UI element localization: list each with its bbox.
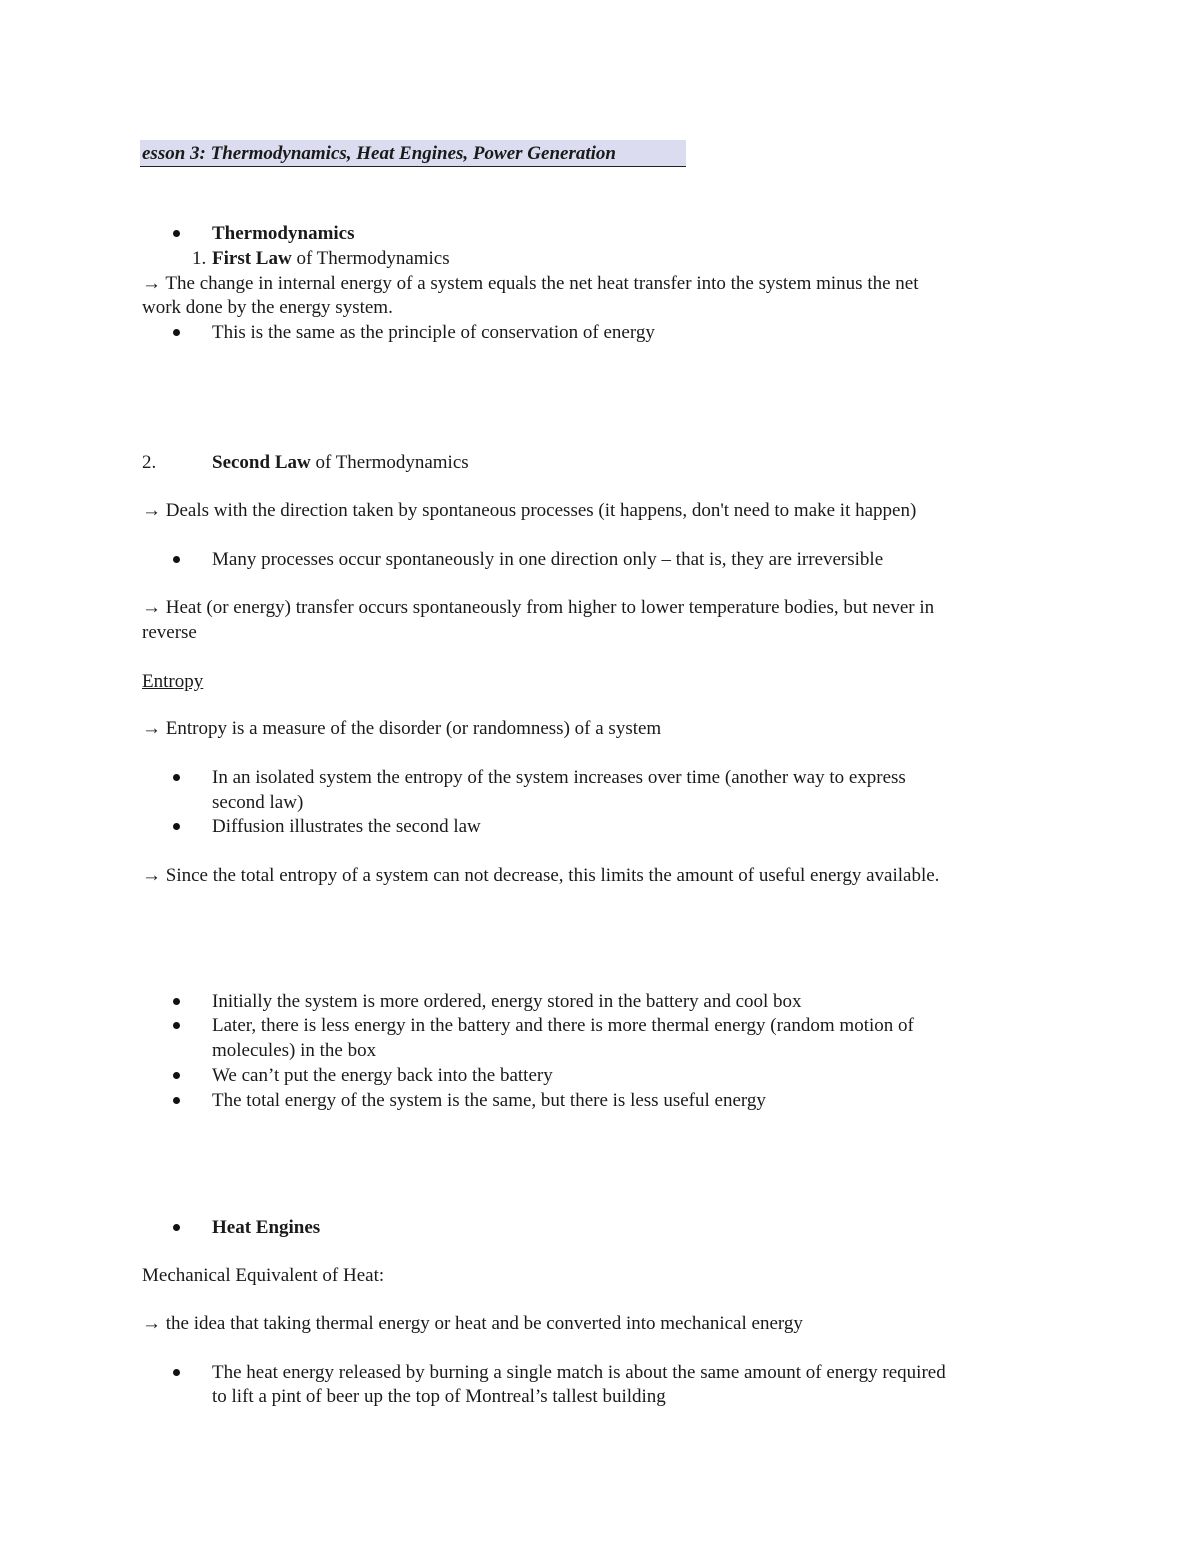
example-bullet-1: Initially the system is more ordered, energy stored in the battery and cool box (212, 991, 802, 1012)
first-law-heading: First Law of Thermodynamics (212, 248, 450, 269)
example-bullet-4: The total energy of the system is the same, but there is less useful energy (212, 1090, 766, 1111)
entropy-heading: Entropy (142, 671, 204, 692)
example-bullet-2-line-2: molecules) in the box (212, 1040, 377, 1061)
bullet-dot (173, 1097, 180, 1104)
second-law-heading: Second Law of Thermodynamics (212, 452, 469, 473)
heat-transfer-line-1: → Heat (or energy) transfer occurs spontaneously from higher to lower temperature bodies, but never in (142, 597, 935, 618)
bullet-dot (173, 329, 180, 336)
section-heat-engines: Heat Engines (212, 1217, 321, 1238)
entropy-limit: → Since the total entropy of a system can not decrease, this limits the amount of useful energy available. (142, 865, 940, 886)
section-thermodynamics: Thermodynamics (212, 223, 355, 244)
lesson-title: esson 3: Thermodynamics, Heat Engines, Power Generation (140, 140, 686, 167)
bullet-dot (173, 1022, 180, 1029)
list-number-2: 2. (142, 452, 157, 473)
entropy-bullet-2: Diffusion illustrates the second law (212, 816, 481, 837)
bullet-dot (173, 823, 180, 830)
bullet-dot (173, 230, 180, 237)
second-law-definition: → Deals with the direction taken by spontaneous processes (it happens, don't need to make it happen) (142, 500, 917, 521)
bullet-dot (173, 998, 180, 1005)
mechanical-bullet-line-1: The heat energy released by burning a single match is about the same amount of energy required (212, 1362, 946, 1383)
entropy-bullet-1-line-1: In an isolated system the entropy of the system increases over time (another way to express (212, 767, 906, 788)
first-law-definition-line-2: work done by the energy system. (142, 297, 393, 318)
mechanical-equivalent-heading: Mechanical Equivalent of Heat: (142, 1265, 385, 1286)
list-number-1: 1. (192, 248, 207, 269)
first-law-bullet: This is the same as the principle of conservation of energy (212, 322, 655, 343)
mechanical-equivalent-definition: → the idea that taking thermal energy or heat and be converted into mechanical energy (142, 1313, 803, 1334)
example-bullet-3: We can’t put the energy back into the battery (212, 1065, 553, 1086)
example-bullet-2-line-1: Later, there is less energy in the battery and there is more thermal energy (random motion of (212, 1015, 914, 1036)
bullet-dot (173, 1224, 180, 1231)
first-law-definition-line-1: → The change in internal energy of a system equals the net heat transfer into the system minus the net (142, 273, 919, 294)
entropy-bullet-1-line-2: second law) (212, 792, 304, 813)
bullet-dot (173, 1369, 180, 1376)
second-law-bullet: Many processes occur spontaneously in one direction only – that is, they are irreversible (212, 549, 884, 570)
bullet-dot (173, 1072, 180, 1079)
bullet-dot (173, 774, 180, 781)
mechanical-bullet-line-2: to lift a pint of beer up the top of Montreal’s tallest building (212, 1386, 666, 1407)
bullet-dot (173, 556, 180, 563)
heat-transfer-line-2: reverse (142, 622, 197, 643)
entropy-definition: → Entropy is a measure of the disorder (or randomness) of a system (142, 718, 662, 739)
